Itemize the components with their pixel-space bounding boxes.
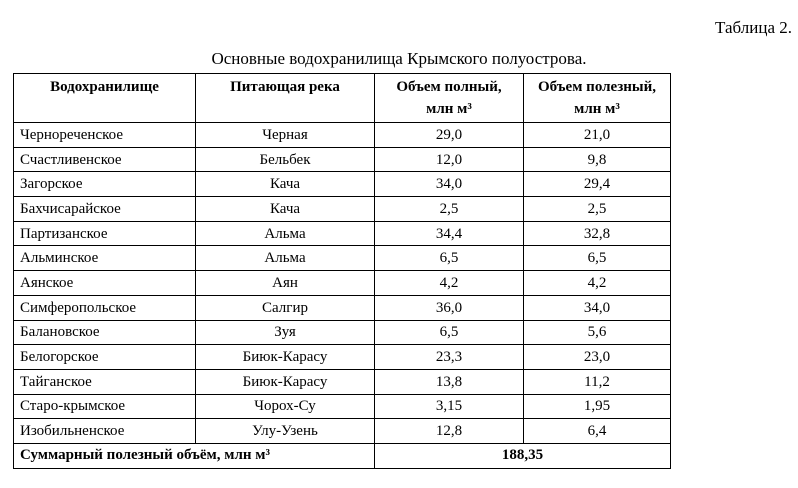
river-cell: Черная bbox=[196, 123, 375, 148]
total-label: Суммарный полезный объём, млн м³ bbox=[14, 443, 375, 468]
table-row bbox=[14, 320, 671, 345]
table-row bbox=[14, 295, 671, 320]
volume-useful-cell: 29,4 bbox=[524, 172, 671, 197]
river-cell: Зуя bbox=[196, 320, 375, 345]
volume-useful-cell: 11,2 bbox=[524, 369, 671, 394]
river-cell: Улу-Узень bbox=[196, 419, 375, 444]
table-row bbox=[14, 221, 671, 246]
volume-full-cell: 3,15 bbox=[375, 394, 524, 419]
volume-full-cell: 36,0 bbox=[375, 295, 524, 320]
reservoir-name-cell: Загорское bbox=[14, 172, 196, 197]
river-cell: Аян bbox=[196, 271, 375, 296]
volume-useful-cell: 34,0 bbox=[524, 295, 671, 320]
river-cell: Кача bbox=[196, 172, 375, 197]
river-cell: Альма bbox=[196, 246, 375, 271]
volume-full-cell: 12,0 bbox=[375, 147, 524, 172]
table-row bbox=[14, 419, 671, 444]
reservoir-name-cell: Старо-крымское bbox=[14, 394, 196, 419]
reservoir-name-cell: Симферопольское bbox=[14, 295, 196, 320]
header-volume-useful-line1: Объем полезный, bbox=[538, 79, 656, 95]
table-row bbox=[14, 123, 671, 148]
reservoir-name-cell: Тайганское bbox=[14, 369, 196, 394]
volume-useful-cell: 23,0 bbox=[524, 345, 671, 370]
volume-useful-cell: 5,6 bbox=[524, 320, 671, 345]
volume-useful-cell: 2,5 bbox=[524, 197, 671, 222]
table-title: Основные водохранилища Крымского полуострова. bbox=[211, 49, 587, 68]
volume-useful-cell: 1,95 bbox=[524, 394, 671, 419]
volume-full-cell: 13,8 bbox=[375, 369, 524, 394]
river-cell: Биюк-Карасу bbox=[196, 345, 375, 370]
reservoir-name-cell: Бахчисарайское bbox=[14, 197, 196, 222]
header-volume-useful-line2: млн м³ bbox=[574, 101, 620, 117]
reservoir-name-cell: Изобильненское bbox=[14, 419, 196, 444]
volume-full-cell: 23,3 bbox=[375, 345, 524, 370]
volume-useful-cell: 32,8 bbox=[524, 221, 671, 246]
reservoir-name-cell: Балановское bbox=[14, 320, 196, 345]
table-row bbox=[14, 246, 671, 271]
reservoir-name-cell: Аянское bbox=[14, 271, 196, 296]
header-volume-full-line2: млн м³ bbox=[426, 101, 472, 117]
volume-full-cell: 34,4 bbox=[375, 221, 524, 246]
reservoir-name-cell: Счастливенское bbox=[14, 147, 196, 172]
table-row bbox=[14, 394, 671, 419]
table-row bbox=[14, 369, 671, 394]
reservoir-name-cell: Чернореченское bbox=[14, 123, 196, 148]
volume-full-cell: 12,8 bbox=[375, 419, 524, 444]
table-row bbox=[14, 345, 671, 370]
table-row bbox=[14, 197, 671, 222]
reservoir-name-cell: Партизанское bbox=[14, 221, 196, 246]
volume-full-cell: 4,2 bbox=[375, 271, 524, 296]
total-value: 188,35 bbox=[375, 443, 671, 468]
volume-useful-cell: 6,5 bbox=[524, 246, 671, 271]
reservoirs-table bbox=[13, 73, 671, 469]
total-row bbox=[14, 443, 671, 468]
volume-full-cell: 29,0 bbox=[375, 123, 524, 148]
table-row bbox=[14, 271, 671, 296]
table-number-label: Таблица 2. bbox=[715, 18, 792, 37]
river-cell: Альма bbox=[196, 221, 375, 246]
table-header-row bbox=[14, 74, 671, 123]
header-volume-full bbox=[375, 74, 524, 123]
reservoir-name-cell: Белогорское bbox=[14, 345, 196, 370]
header-river: Питающая река bbox=[196, 74, 375, 123]
volume-useful-cell: 21,0 bbox=[524, 123, 671, 148]
river-cell: Бельбек bbox=[196, 147, 375, 172]
volume-useful-cell: 6,4 bbox=[524, 419, 671, 444]
table-row bbox=[14, 172, 671, 197]
volume-full-cell: 6,5 bbox=[375, 246, 524, 271]
river-cell: Биюк-Карасу bbox=[196, 369, 375, 394]
volume-full-cell: 2,5 bbox=[375, 197, 524, 222]
river-cell: Чорох-Су bbox=[196, 394, 375, 419]
header-volume-useful bbox=[524, 74, 671, 123]
header-volume-full-line1: Объем полный, bbox=[396, 79, 502, 95]
table-row bbox=[14, 147, 671, 172]
river-cell: Салгир bbox=[196, 295, 375, 320]
header-reservoir: Водохранилище bbox=[14, 74, 196, 123]
volume-full-cell: 34,0 bbox=[375, 172, 524, 197]
volume-useful-cell: 4,2 bbox=[524, 271, 671, 296]
volume-useful-cell: 9,8 bbox=[524, 147, 671, 172]
reservoir-name-cell: Альминское bbox=[14, 246, 196, 271]
volume-full-cell: 6,5 bbox=[375, 320, 524, 345]
river-cell: Кача bbox=[196, 197, 375, 222]
